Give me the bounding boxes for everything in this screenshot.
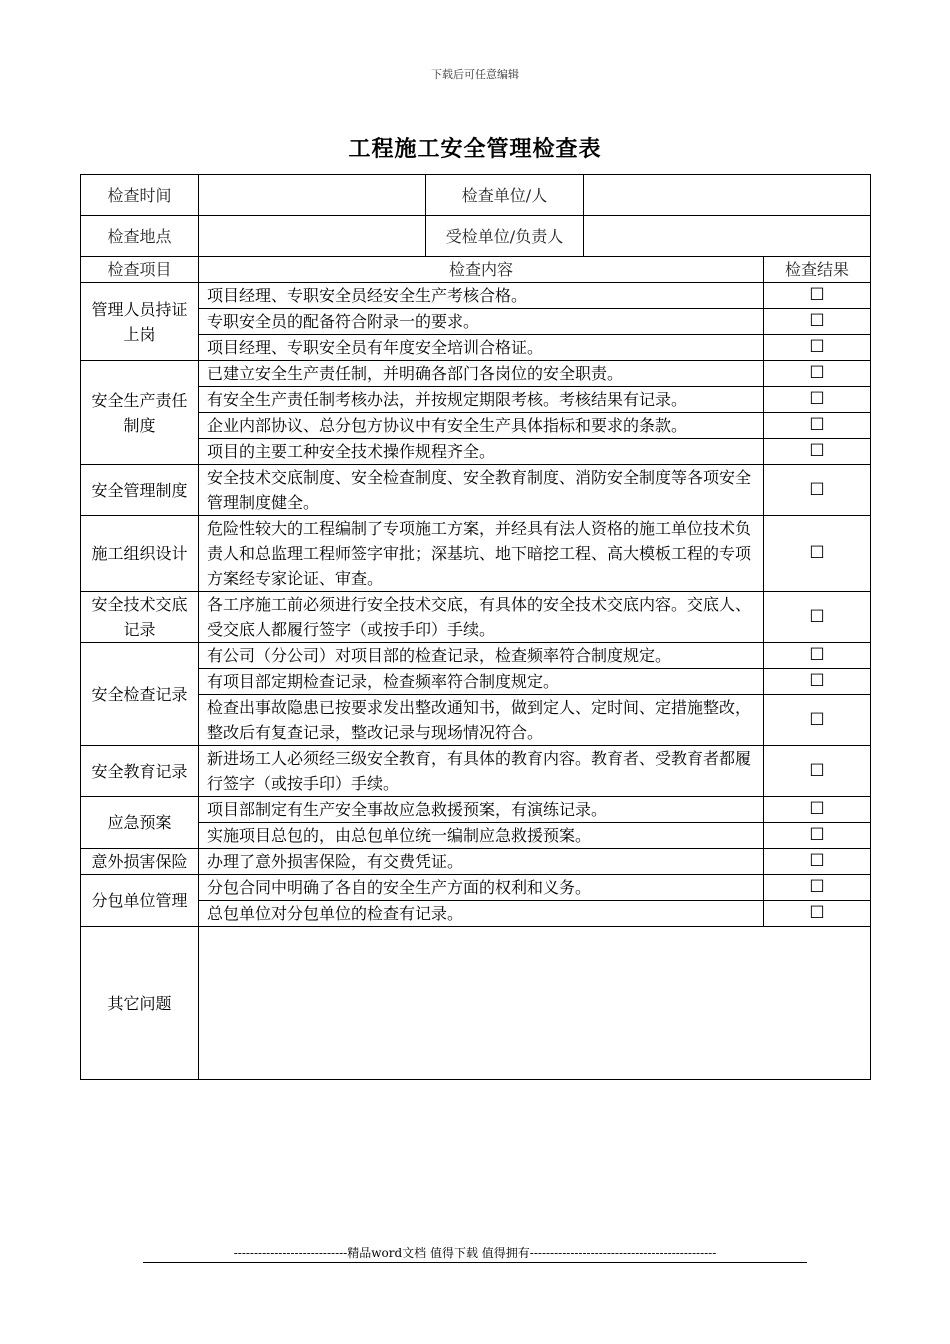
column-header-result: 检查结果	[764, 257, 871, 283]
checklist-row	[81, 465, 871, 516]
check-item-text: 项目部制定有生产安全事故应急救援预案，有演练记录。	[199, 797, 764, 823]
category-cell: 安全管理制度	[81, 465, 199, 516]
check-item-text: 实施项目总包的，由总包单位统一编制应急救援预案。	[199, 823, 764, 849]
inspected-unit-field[interactable]	[584, 216, 871, 257]
result-checkbox[interactable]: ☐	[764, 361, 871, 387]
checklist-row	[81, 849, 871, 875]
check-item-text: 检查出事故隐患已按要求发出整改通知书，做到定人、定时间、定措施整改，整改后有复查记录，整改记录与现场情况符合。	[199, 695, 764, 746]
inspector-field[interactable]	[584, 175, 871, 216]
category-cell: 意外损害保险	[81, 849, 199, 875]
column-header-item: 检查项目	[81, 257, 199, 283]
other-issues-field[interactable]	[199, 927, 871, 1080]
result-checkbox[interactable]: ☐	[764, 797, 871, 823]
inspection-place-field[interactable]	[199, 216, 426, 257]
result-checkbox[interactable]: ☐	[764, 875, 871, 901]
result-checkbox[interactable]: ☐	[764, 283, 871, 309]
checklist-row	[81, 875, 871, 901]
result-checkbox[interactable]: ☐	[764, 309, 871, 335]
check-item-text: 各工序施工前必须进行安全技术交底，有具体的安全技术交底内容。交底人、受交底人都履行签字（或按手印）手续。	[199, 592, 764, 643]
result-checkbox[interactable]: ☐	[764, 439, 871, 465]
category-cell: 分包单位管理	[81, 875, 199, 927]
result-checkbox[interactable]: ☐	[764, 746, 871, 797]
check-item-text: 有项目部定期检查记录，检查频率符合制度规定。	[199, 669, 764, 695]
checklist-row	[81, 643, 871, 669]
result-checkbox[interactable]: ☐	[764, 901, 871, 927]
checklist-row	[81, 361, 871, 387]
check-item-text: 已建立安全生产责任制，并明确各部门各岗位的安全职责。	[199, 361, 764, 387]
category-cell: 应急预案	[81, 797, 199, 849]
checklist-row	[81, 335, 871, 361]
category-cell: 安全检查记录	[81, 643, 199, 746]
checklist-row	[81, 746, 871, 797]
checklist-row	[81, 695, 871, 746]
checklist-row	[81, 516, 871, 592]
inspection-time-field[interactable]	[199, 175, 426, 216]
result-checkbox[interactable]: ☐	[764, 823, 871, 849]
checklist-row	[81, 309, 871, 335]
result-checkbox[interactable]: ☐	[764, 516, 871, 592]
inspection-time-label: 检查时间	[81, 175, 199, 216]
check-item-text: 项目的主要工种安全技术操作规程齐全。	[199, 439, 764, 465]
checklist-row	[81, 283, 871, 309]
check-item-text: 新进场工人必须经三级安全教育，有具体的教育内容。教育者、受教育者都履行签字（或按手印）手续。	[199, 746, 764, 797]
check-item-text: 有安全生产责任制考核办法，并按规定期限考核。考核结果有记录。	[199, 387, 764, 413]
inspector-label: 检查单位/人	[426, 175, 584, 216]
check-item-text: 项目经理、专职安全员经安全生产考核合格。	[199, 283, 764, 309]
check-item-text: 危险性较大的工程编制了专项施工方案，并经具有法人资格的施工单位技术负责人和总监理工程师签字审批；深基坑、地下暗挖工程、高大模板工程的专项方案经专家论证、审查。	[199, 516, 764, 592]
inspection-place-label: 检查地点	[81, 216, 199, 257]
checklist-row	[81, 592, 871, 643]
header-note: 下载后可任意编辑	[431, 68, 519, 81]
footer-divider	[143, 1262, 807, 1263]
category-cell: 管理人员持证上岗	[81, 283, 199, 361]
check-item-text: 分包合同中明确了各自的安全生产方面的权利和义务。	[199, 875, 764, 901]
result-checkbox[interactable]: ☐	[764, 335, 871, 361]
check-item-text: 项目经理、专职安全员有年度安全培训合格证。	[199, 335, 764, 361]
checklist-row	[81, 387, 871, 413]
result-checkbox[interactable]: ☐	[764, 592, 871, 643]
result-checkbox[interactable]: ☐	[764, 465, 871, 516]
category-cell: 安全技术交底记录	[81, 592, 199, 643]
checklist-row	[81, 797, 871, 823]
column-header-row	[81, 257, 871, 283]
document-title: 工程施工安全管理检查表	[348, 136, 602, 162]
inspected-unit-label: 受检单位/负责人	[426, 216, 584, 257]
check-item-text: 安全技术交底制度、安全检查制度、安全教育制度、消防安全制度等各项安全管理制度健全。	[199, 465, 764, 516]
category-cell: 安全生产责任制度	[81, 361, 199, 465]
check-item-text: 办理了意外损害保险，有交费凭证。	[199, 849, 764, 875]
result-checkbox[interactable]: ☐	[764, 387, 871, 413]
checklist-row	[81, 413, 871, 439]
result-checkbox[interactable]: ☐	[764, 849, 871, 875]
result-checkbox[interactable]: ☐	[764, 643, 871, 669]
info-row-time	[81, 175, 871, 216]
check-item-text: 有公司（分公司）对项目部的检查记录，检查频率符合制度规定。	[199, 643, 764, 669]
checklist-row	[81, 901, 871, 927]
result-checkbox[interactable]: ☐	[764, 669, 871, 695]
checklist-row	[81, 669, 871, 695]
category-cell: 施工组织设计	[81, 516, 199, 592]
inspection-table	[80, 174, 871, 1080]
check-item-text: 企业内部协议、总分包方协议中有安全生产具体指标和要求的条款。	[199, 413, 764, 439]
other-issues-label: 其它问题	[81, 927, 199, 1080]
checklist-row	[81, 439, 871, 465]
check-item-text: 专职安全员的配备符合附录一的要求。	[199, 309, 764, 335]
info-row-place	[81, 216, 871, 257]
result-checkbox[interactable]: ☐	[764, 695, 871, 746]
check-item-text: 总包单位对分包单位的检查有记录。	[199, 901, 764, 927]
result-checkbox[interactable]: ☐	[764, 413, 871, 439]
category-cell: 安全教育记录	[81, 746, 199, 797]
footer-text: ----------------------------精品word文档 值得下载 值得拥有----------------------------------------------	[233, 1246, 717, 1260]
checklist-row	[81, 823, 871, 849]
column-header-content: 检查内容	[199, 257, 764, 283]
other-issues-row	[81, 927, 871, 1080]
